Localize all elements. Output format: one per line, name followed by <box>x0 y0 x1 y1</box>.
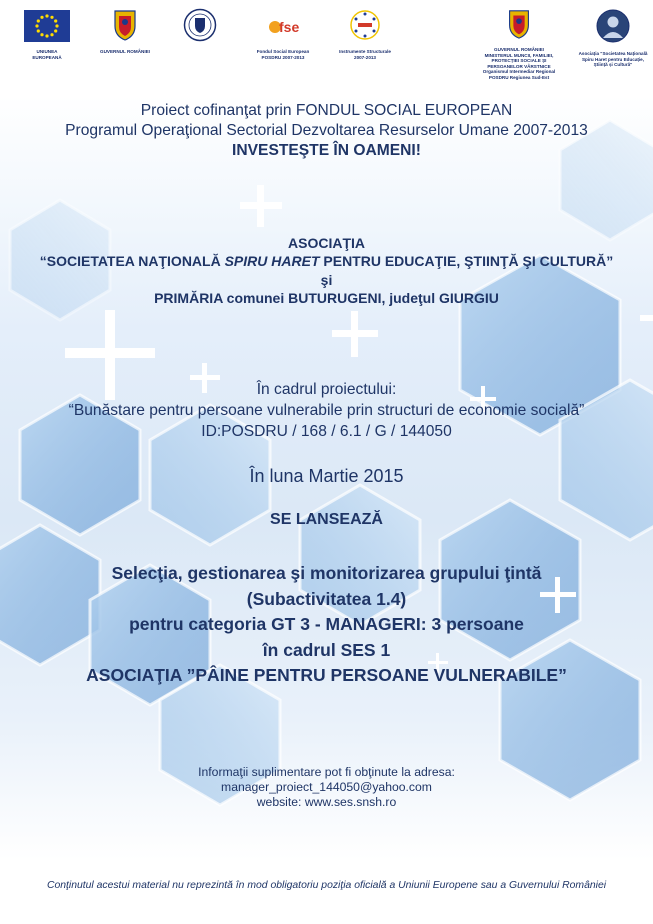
organizer-town-hall: PRIMĂRIA comunei BUTURUGENI, judeţul GIURGIU <box>154 290 499 306</box>
fse-logo-icon <box>263 12 303 42</box>
logo-caption: GUVERNUL ROMÂNIEI <box>100 49 150 54</box>
ministry-labour-logo <box>476 8 562 80</box>
portrait-medallion-icon <box>595 8 631 44</box>
header-cofinanced: Proiect cofinanţat prin FONDUL SOCIAL EUROPEAN <box>140 102 513 119</box>
stars-circle-icon <box>348 8 382 42</box>
government-logo <box>100 8 150 55</box>
logo-caption: GUVERNUL ROMÂNIEI MINISTERUL MUNCII, FAMILIEI, PROTECȚIEI SOCIALE ȘI PERSOANELOR VÂRSTNICE Organismul Intermediar Regional POSDRU Regiunea Sud-Est <box>482 47 556 80</box>
society-name-part: PENTRU EDUCAŢIE, ŞTIINŢĂ ŞI CULTURĂ” <box>319 253 614 269</box>
svg-text:fse: fse <box>279 19 300 35</box>
eu-logo <box>22 10 72 60</box>
logo-caption: Fondul Social European POSDRU 2007-2013 <box>256 49 310 60</box>
project-id: ID:POSDRU / 168 / 6.1 / G / 144050 <box>201 423 452 440</box>
activity-title: Selecţia, gestionarea şi monitorizarea grupului ţintă <box>111 563 542 583</box>
fse-logo <box>248 12 318 60</box>
header-programme: Programul Operaţional Sectorial Dezvoltarea Resurselor Umane 2007-2013 <box>65 122 588 139</box>
contact-website[interactable]: website: www.ses.snsh.ro <box>256 795 397 809</box>
footer-disclaimer: Conţinutul acestui material nu reprezintă în mod obligatoriu poziţia oficială a Uniunii Europene sau a Guvernului României <box>46 880 607 891</box>
logo-caption: Asociația "Societatea Națională Spiru Haret pentru Educație, Știință și Cultură" <box>578 51 648 67</box>
project-title: “Bunăstare pentru persoane vulnerabile prin structuri de economie socială” <box>68 402 585 419</box>
logo-caption: Instrumente Structurale 2007-2013 <box>339 49 391 60</box>
activity-subactivity: (Subactivitatea 1.4) <box>246 589 407 609</box>
project-intro: În cadrul proiectului: <box>256 381 397 398</box>
hexagons <box>0 120 653 805</box>
logo-caption: UNIUNEA EUROPEANĂ <box>32 49 62 60</box>
header-slogan: INVESTEŞTE ÎN OAMENI! <box>232 142 421 159</box>
society-name-italic: SPIRU HARET <box>224 253 320 269</box>
launch-date: În luna Martie 2015 <box>249 466 404 486</box>
contact-email[interactable]: manager_proiect_144050@yahoo.com <box>221 780 432 794</box>
activity-category: pentru categoria GT 3 - MANAGERI: 3 persoane <box>129 614 524 634</box>
coat-of-arms-icon <box>112 8 138 42</box>
contact-info: Informaţii suplimentare pot fi obţinute la adresa: <box>198 765 455 779</box>
society-name-part: “SOCIETATEA NAŢIONALĂ <box>39 253 225 269</box>
logo-bar <box>0 0 653 95</box>
activity-association: ASOCIAŢIA ”PÂINE PENTRU PERSOANE VULNERABILE” <box>86 665 567 685</box>
eu-flag-icon <box>24 10 70 42</box>
organizer-and: şi <box>320 272 333 288</box>
ministry-logo <box>180 8 220 47</box>
activity-ses: în cadrul SES 1 <box>262 640 391 660</box>
coat-of-arms-icon <box>506 8 532 40</box>
organizer-society <box>0 253 653 269</box>
association-logo <box>574 8 652 68</box>
organizer-association: ASOCIAŢIA <box>288 235 365 251</box>
structural-instruments-logo <box>330 8 400 60</box>
launch-heading: SE LANSEAZĂ <box>270 511 383 528</box>
ministry-seal-icon <box>183 8 217 42</box>
